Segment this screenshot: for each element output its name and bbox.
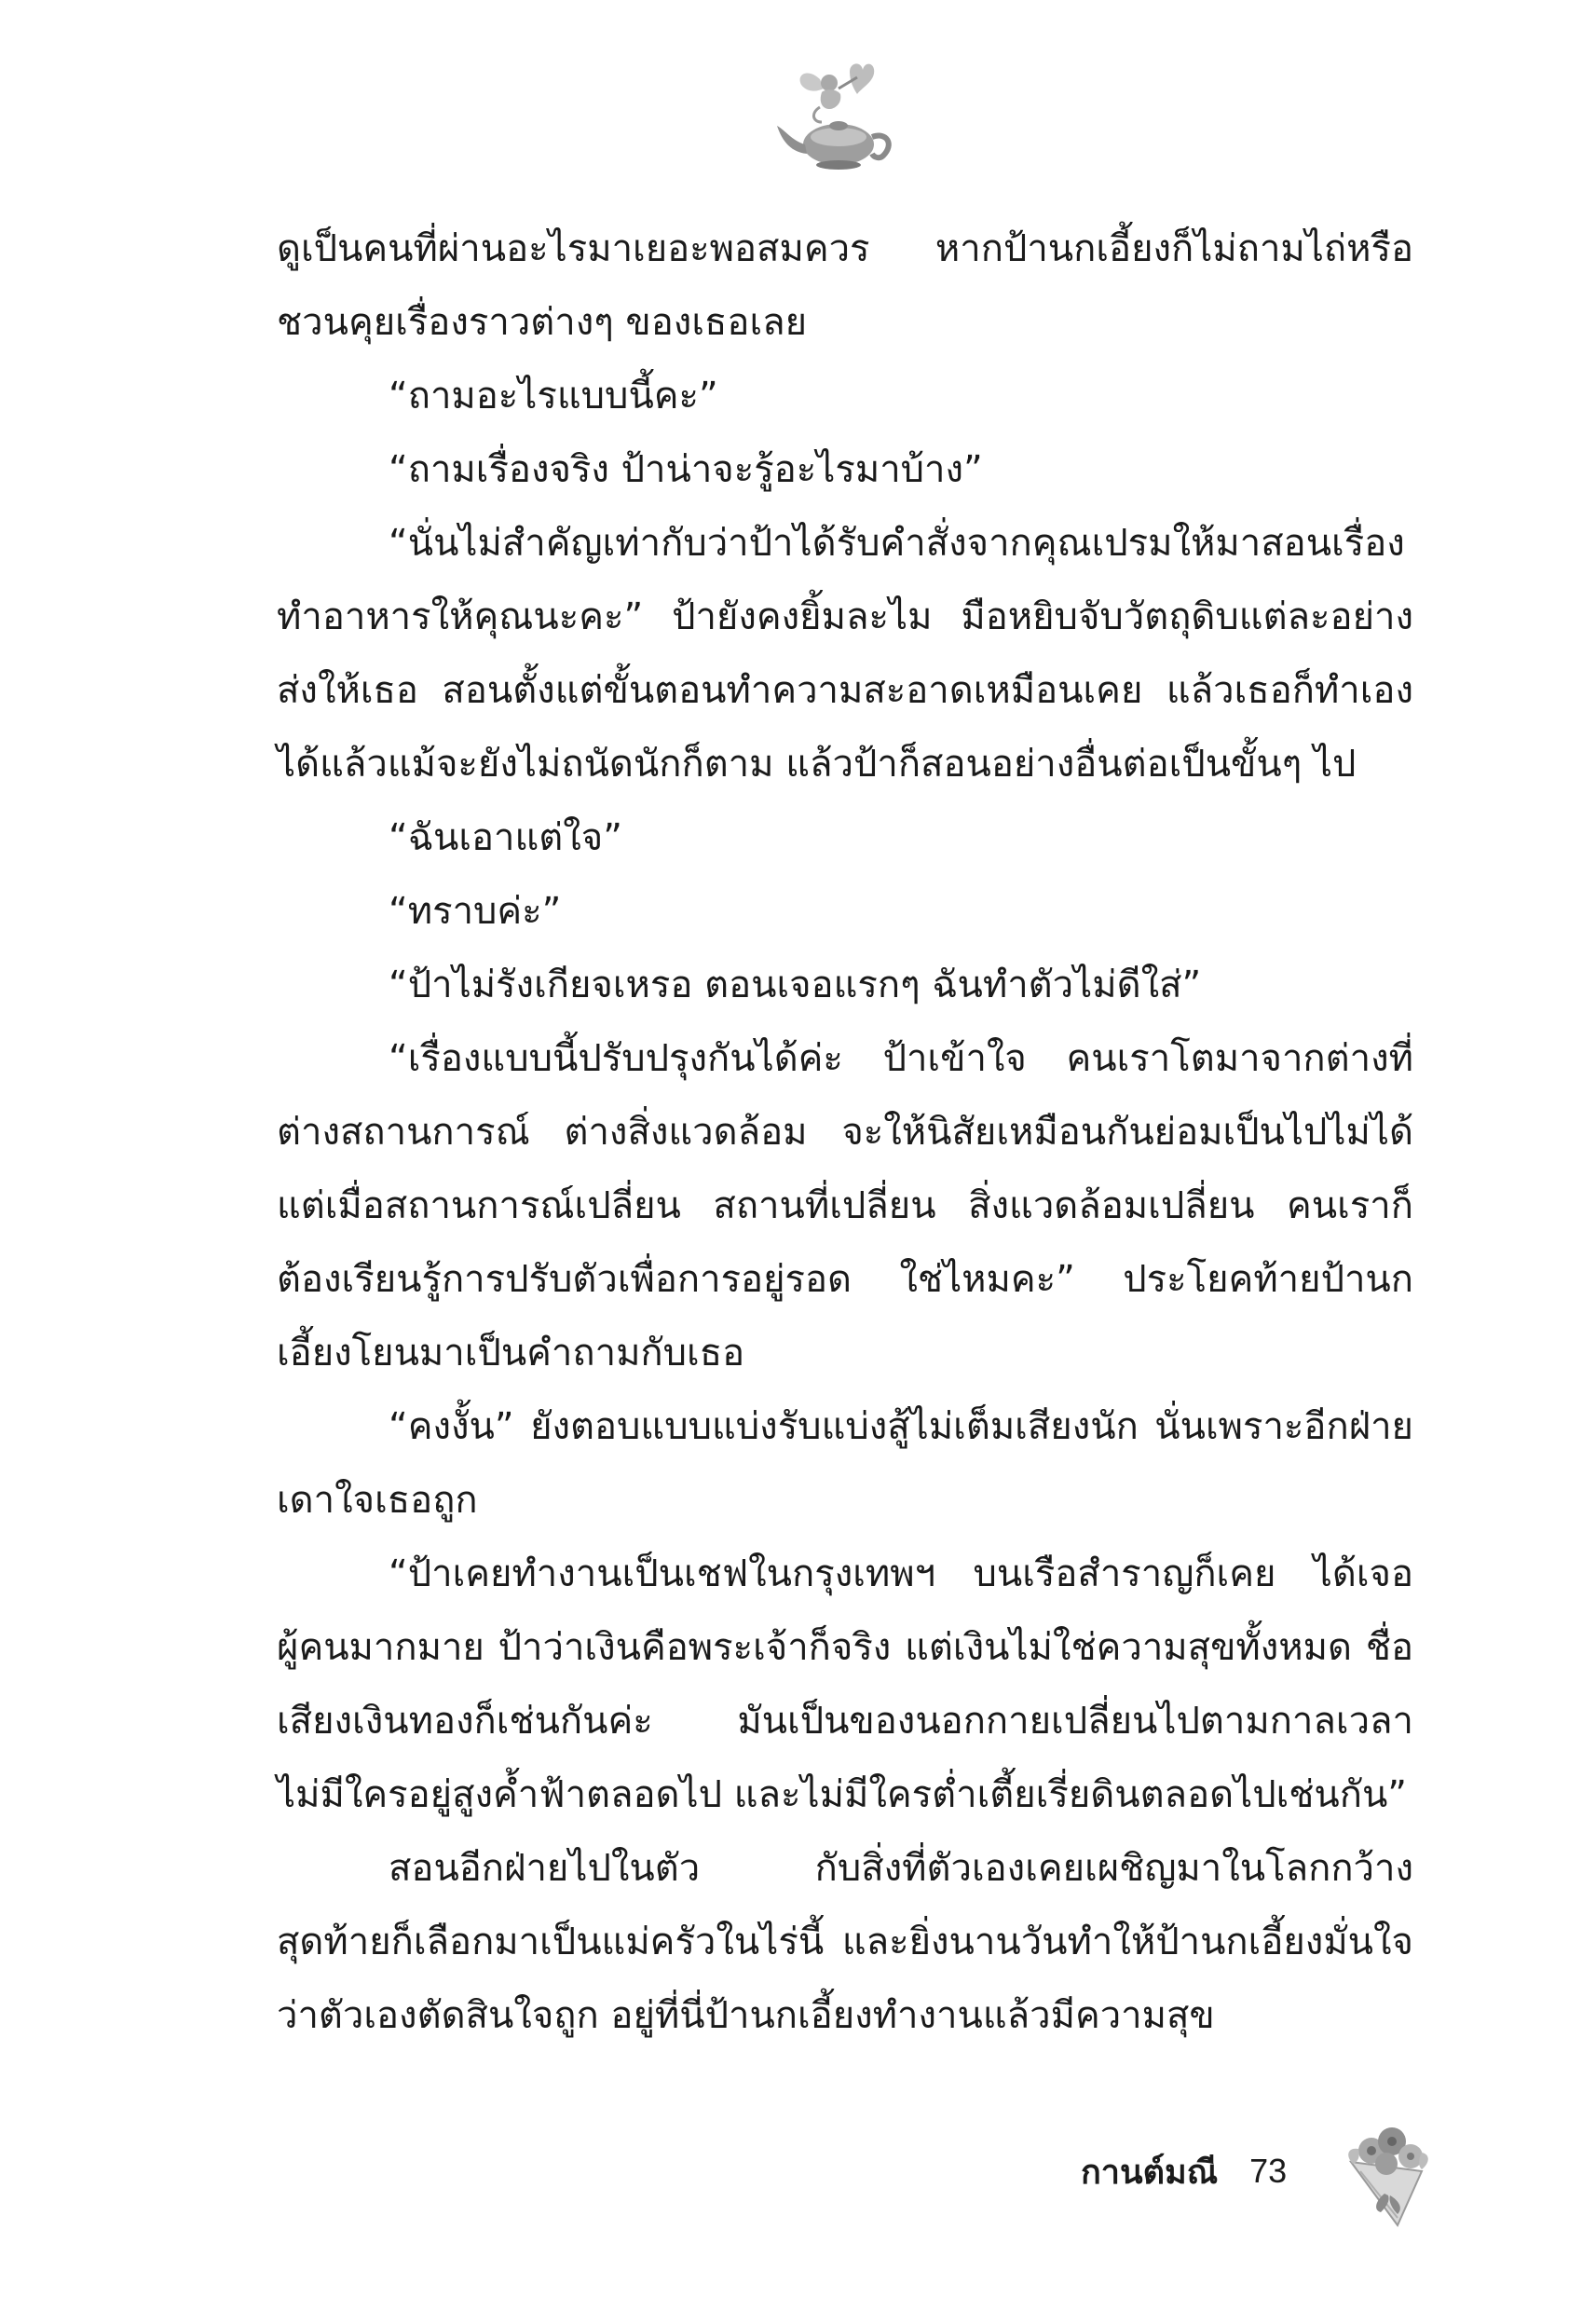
body-text [277,212,1413,2053]
teapot-with-cherub-ornament-icon [764,51,904,182]
paragraph: “เรื่องแบบนี้ปรับปรุงกันได้ค่ะ ป้าเข้าใจ คนเราโตมาจากต่างที่ต่างสถานการณ์ ต่างสิ่งแวดล้อม จะให้นิสัยเหมือนกันย่อมเป็นไปไม่ได้ แต่เมื่อสถานการณ์เปลี่ยน สถานที่เปลี่ยน สิ่งแวดล้อมเปลี่ยน คนเราก็ต้องเรียนรู้การปรับตัวเพื่อการอยู่รอด ใช่ไหมคะ” ประโยคท้ายป้านกเอี้ยงโยนมาเป็นคำถามกับเธอ [277,1037,1413,1374]
page-footer [1081,2134,1287,2208]
paragraph: “ทราบค่ะ” [389,890,562,933]
paragraph: “คงงั้น” ยังตอบแบบแบ่งรับแบ่งสู้ไม่เต็มเสียงนัก นั่นเพราะอีกฝ่ายเดาใจเธอถูก [277,1405,1413,1522]
paragraph: “ถามเรื่องจริง ป้าน่าจะรู้อะไรมาบ้าง” [389,448,983,491]
paragraph: ดูเป็นคนที่ผ่านอะไรมาเยอะพอสมควร หากป้านกเอี้ยงก็ไม่ถามไถ่หรือชวนคุยเรื่องราวต่างๆ ของเธอเลย [277,227,1413,344]
paragraph: “ฉันเอาแต่ใจ” [389,816,622,859]
page-number: 73 [1249,2152,1288,2190]
book-title: กานต์มณี [1081,2153,1219,2192]
paragraph: “ถามอะไรแบบนี้คะ” [389,375,718,417]
paragraph: สอนอีกฝ่ายไปในตัว กับสิ่งที่ตัวเองเคยเผชิญมาในโลกกว้าง สุดท้ายก็เลือกมาเป็นแม่ครัวในไร่นี้ และยิ่งนานวันทำให้ป้านกเอี้ยงมั่นใจว่าตัวเองตัดสินใจถูก อยู่ที่นี่ป้านกเอี้ยงทำงานแล้วมีความสุข [277,1847,1413,2037]
paragraph: “นั่นไม่สำคัญเท่ากับว่าป้าได้รับคำสั่งจากคุณเปรมให้มาสอนเรื่องทำอาหารให้คุณนะคะ” ป้ายังคงยิ้มละไม มือหยิบจับวัตถุดิบแต่ละอย่างส่งให้เธอ สอนตั้งแต่ขั้นตอนทำความสะอาดเหมือนเคย แล้วเธอก็ทำเองได้แล้วแม้จะยังไม่ถนัดนักก็ตาม แล้วป้าก็สอนอย่างอื่นต่อเป็นขั้นๆ ไป [277,522,1413,786]
paragraph: “ป้าเคยทำงานเป็นเชฟในกรุงเทพฯ บนเรือสำราญก็เคย ได้เจอผู้คนมากมาย ป้าว่าเงินคือพระเจ้าก็จริง แต่เงินไม่ใช่ความสุขทั้งหมด ชื่อเสียงเงินทองก็เช่นกันค่ะ มันเป็นของนอกกายเปลี่ยนไปตามกาลเวลา ไม่มีใครอยู่สูงค้ำฟ้าตลอดไป และไม่มีใครต่ำเตี้ยเรี่ยดินตลอดไปเช่นกัน” [277,1552,1413,1816]
paragraph: “ป้าไม่รังเกียจเหรอ ตอนเจอแรกๆ ฉันทำตัวไม่ดีใส่” [389,964,1202,1006]
flower-bouquet-icon [1332,2115,1435,2227]
